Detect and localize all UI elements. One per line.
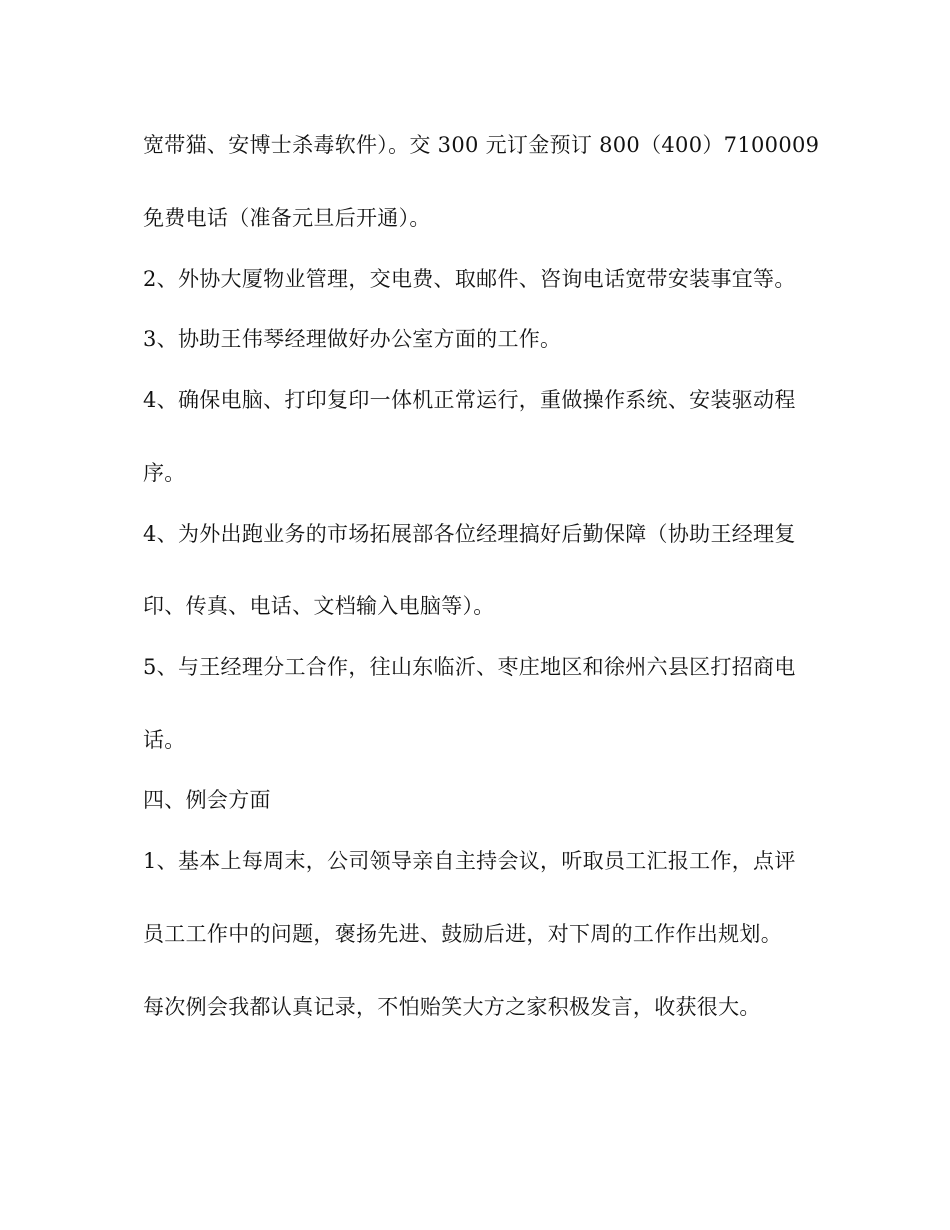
text-line: 员工工作中的问题，褒扬先进、鼓励后进，对下周的工作作出规划。 bbox=[143, 922, 782, 946]
text-line: 话。 bbox=[143, 728, 186, 752]
text-line: 5、与王经理分工合作，往山东临沂、枣庄地区和徐州六县区打招商电 bbox=[143, 655, 796, 679]
text-line: 1、基本上每周末，公司领导亲自主持会议，听取员工汇报工作，点评 bbox=[143, 849, 796, 873]
text-line: 免费电话（准备元旦后开通）。 bbox=[143, 206, 431, 230]
text-line: 4、确保电脑、打印复印一体机正常运行，重做操作系统、安装驱动程 bbox=[143, 388, 796, 412]
text-line: 4、为外出跑业务的市场拓展部各位经理搞好后勤保障（协助王经理复 bbox=[143, 522, 796, 546]
text-line: 3、协助王伟琴经理做好办公室方面的工作。 bbox=[143, 327, 562, 351]
text-line: 每次例会我都认真记录，不怕贻笑大方之家积极发言，收获很大。 bbox=[143, 995, 761, 1019]
text-line: 序。 bbox=[143, 461, 186, 485]
section-heading: 四、例会方面 bbox=[143, 788, 271, 812]
text-line: 印、传真、电话、文档输入电脑等）。 bbox=[143, 594, 495, 618]
text-line: 宽带猫、安博士杀毒软件）。交 300 元订金预订 800（400）7100009 bbox=[143, 133, 820, 157]
text-line: 2、外协大厦物业管理，交电费、取邮件、咨询电话宽带安装事宜等。 bbox=[143, 267, 796, 291]
